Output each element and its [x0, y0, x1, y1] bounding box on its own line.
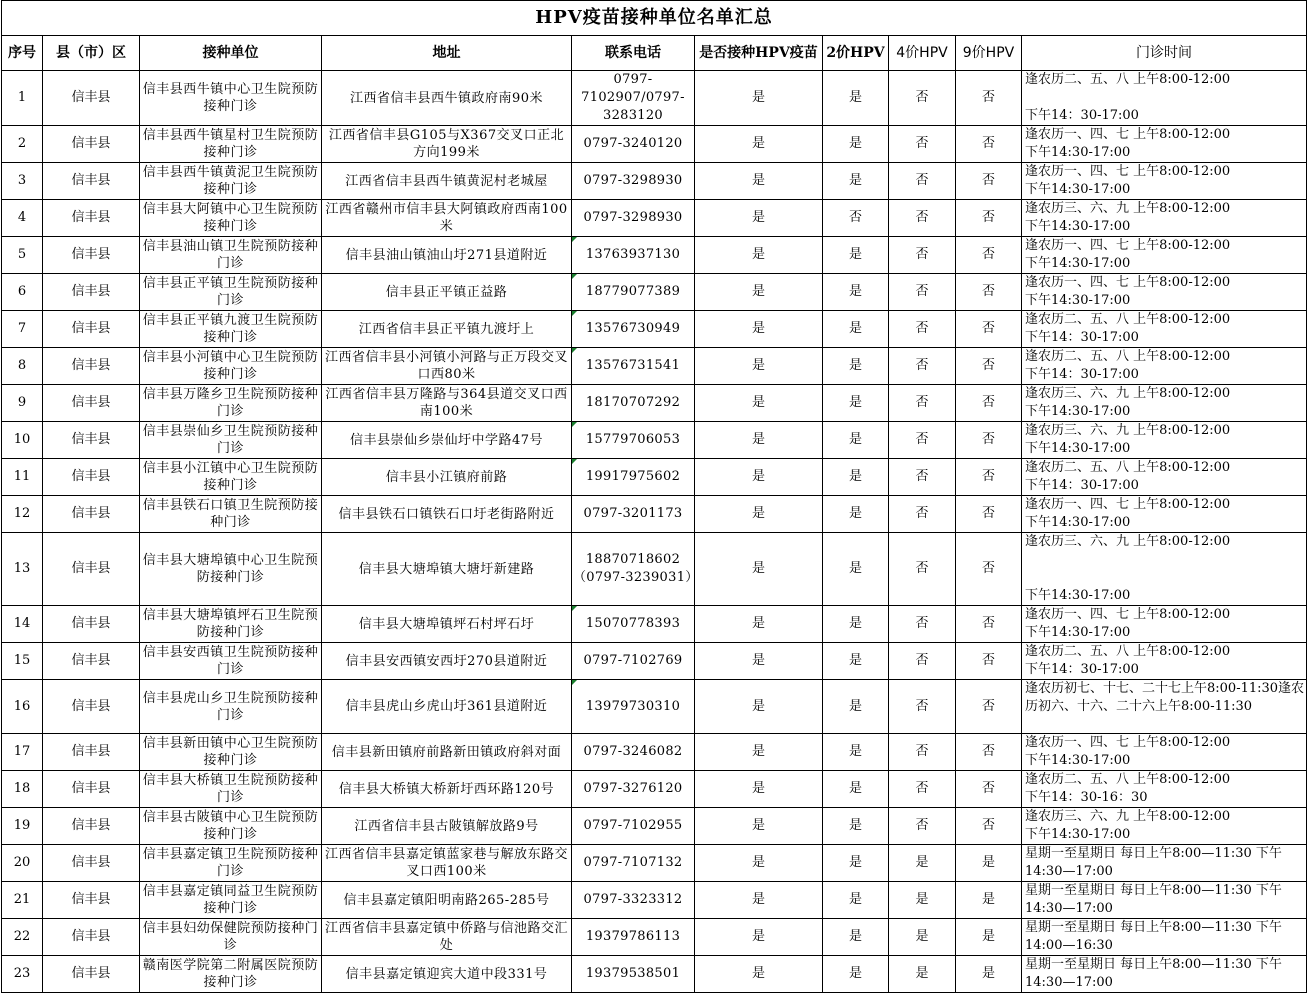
- hours-cell[interactable]: 星期一至星期日 每日上午8:00—11:30 下午14:00—16:30: [1022, 919, 1307, 956]
- hours-cell[interactable]: 逢农历一、四、七 上午8:00-12:00 下午14:30-17:00: [1022, 734, 1307, 771]
- seq-cell[interactable]: 4: [2, 200, 43, 237]
- v2-cell[interactable]: 否: [823, 200, 889, 237]
- unit-cell[interactable]: 信丰县大桥镇卫生院预防接种门诊: [140, 771, 322, 808]
- unit-cell[interactable]: 信丰县崇仙乡卫生院预防接种门诊: [140, 422, 322, 459]
- v4-cell[interactable]: 否: [889, 237, 956, 274]
- hours-cell[interactable]: 逢农历二、五、八 上午8:00-12:00 下午14：30-17:00: [1022, 71, 1307, 126]
- seq-cell[interactable]: 11: [2, 459, 43, 496]
- v2-cell[interactable]: 是: [823, 385, 889, 422]
- header-phone[interactable]: 联系电话: [572, 36, 695, 71]
- address-cell[interactable]: 信丰县铁石口镇铁石口圩老街路附近: [322, 496, 572, 533]
- phone-cell[interactable]: 13763937130: [572, 237, 695, 274]
- table-row: [2, 808, 1307, 845]
- v2-cell[interactable]: 是: [823, 606, 889, 643]
- is-hpv-cell[interactable]: 是: [695, 385, 823, 422]
- v4-cell[interactable]: 否: [889, 533, 956, 606]
- phone-cell[interactable]: 0797-7102907/0797-3283120: [572, 71, 695, 126]
- unit-cell[interactable]: 信丰县西牛镇黄泥卫生院预防接种门诊: [140, 163, 322, 200]
- v4-cell[interactable]: 否: [889, 496, 956, 533]
- is-hpv-cell[interactable]: 是: [695, 680, 823, 734]
- address-cell[interactable]: 信丰县虎山乡虎山圩361县道附近: [322, 680, 572, 734]
- v2-cell[interactable]: 是: [823, 496, 889, 533]
- v2-cell[interactable]: 是: [823, 422, 889, 459]
- phone-cell[interactable]: 0797-3298930: [572, 163, 695, 200]
- table-row: [2, 956, 1307, 993]
- v4-cell[interactable]: 否: [889, 126, 956, 163]
- hours-cell[interactable]: 逢农历二、五、八 上午8:00-12:00 下午14：30-17:00: [1022, 311, 1307, 348]
- is-hpv-cell[interactable]: 是: [695, 348, 823, 385]
- county-cell[interactable]: 信丰县: [43, 643, 140, 680]
- v9-cell[interactable]: 否: [956, 643, 1022, 680]
- v2-cell[interactable]: 是: [823, 237, 889, 274]
- is-hpv-cell[interactable]: 是: [695, 422, 823, 459]
- phone-cell[interactable]: 19379538501: [572, 956, 695, 993]
- v9-cell[interactable]: 否: [956, 422, 1022, 459]
- unit-cell[interactable]: 信丰县小河镇中心卫生院预防接种门诊: [140, 348, 322, 385]
- table-row: [2, 771, 1307, 808]
- seq-cell[interactable]: 10: [2, 422, 43, 459]
- v9-cell[interactable]: 否: [956, 274, 1022, 311]
- seq-cell[interactable]: 13: [2, 533, 43, 606]
- county-cell[interactable]: 信丰县: [43, 956, 140, 993]
- v2-cell[interactable]: 是: [823, 348, 889, 385]
- seq-cell[interactable]: 12: [2, 496, 43, 533]
- table-row: [2, 422, 1307, 459]
- v4-cell[interactable]: 否: [889, 274, 956, 311]
- v9-cell[interactable]: 否: [956, 71, 1022, 126]
- address-cell[interactable]: 江西省信丰县西牛镇政府南90米: [322, 71, 572, 126]
- header-2v[interactable]: 2价HPV: [823, 36, 889, 71]
- is-hpv-cell[interactable]: 是: [695, 882, 823, 919]
- unit-cell[interactable]: 赣南医学院第二附属医院预防接种门诊: [140, 956, 322, 993]
- v9-cell[interactable]: 否: [956, 311, 1022, 348]
- v9-cell[interactable]: 是: [956, 919, 1022, 956]
- address-cell[interactable]: 江西省信丰县古陂镇解放路9号: [322, 808, 572, 845]
- phone-cell[interactable]: 0797-7102955: [572, 808, 695, 845]
- phone-cell[interactable]: 0797-3240120: [572, 126, 695, 163]
- seq-cell[interactable]: 3: [2, 163, 43, 200]
- v4-cell[interactable]: 否: [889, 348, 956, 385]
- is-hpv-cell[interactable]: 是: [695, 919, 823, 956]
- county-cell[interactable]: 信丰县: [43, 274, 140, 311]
- header-9v[interactable]: 9价HPV: [956, 36, 1022, 71]
- seq-cell[interactable]: 5: [2, 237, 43, 274]
- county-cell[interactable]: 信丰县: [43, 459, 140, 496]
- is-hpv-cell[interactable]: 是: [695, 274, 823, 311]
- is-hpv-cell[interactable]: 是: [695, 533, 823, 606]
- v4-cell[interactable]: 是: [889, 845, 956, 882]
- county-cell[interactable]: 信丰县: [43, 385, 140, 422]
- hours-cell[interactable]: 逢农历三、六、九 上午8:00-12:00 下午14:30-17:00: [1022, 533, 1307, 606]
- is-hpv-cell[interactable]: 是: [695, 734, 823, 771]
- v4-cell[interactable]: 否: [889, 606, 956, 643]
- table-row: [2, 680, 1307, 734]
- v4-cell[interactable]: 是: [889, 919, 956, 956]
- table-row: [2, 274, 1307, 311]
- unit-cell[interactable]: 信丰县虎山乡卫生院预防接种门诊: [140, 680, 322, 734]
- county-cell[interactable]: 信丰县: [43, 422, 140, 459]
- hours-cell[interactable]: 星期一至星期日 每日上午8:00—11:30 下午14:30—17:00: [1022, 882, 1307, 919]
- v2-cell[interactable]: 是: [823, 163, 889, 200]
- unit-cell[interactable]: 信丰县新田镇中心卫生院预防接种门诊: [140, 734, 322, 771]
- table-row: [2, 882, 1307, 919]
- phone-cell[interactable]: 0797-3246082: [572, 734, 695, 771]
- seq-cell[interactable]: 6: [2, 274, 43, 311]
- hours-cell[interactable]: 逢农历一、四、七 上午8:00-12:00 下午14:30-17:00: [1022, 163, 1307, 200]
- hours-cell[interactable]: 星期一至星期日 每日上午8:00—11:30 下午14:30—17:00: [1022, 845, 1307, 882]
- table-row: [2, 459, 1307, 496]
- v9-cell[interactable]: 是: [956, 882, 1022, 919]
- hpv-table: [1, 0, 1307, 993]
- v2-cell[interactable]: 是: [823, 274, 889, 311]
- unit-cell[interactable]: 信丰县正平镇九渡卫生院预防接种门诊: [140, 311, 322, 348]
- address-cell[interactable]: 信丰县大塘埠镇坪石村坪石圩: [322, 606, 572, 643]
- unit-cell[interactable]: 信丰县古陂镇中心卫生院预防接种门诊: [140, 808, 322, 845]
- v4-cell[interactable]: 否: [889, 459, 956, 496]
- unit-cell[interactable]: 信丰县小江镇中心卫生院预防接种门诊: [140, 459, 322, 496]
- v9-cell[interactable]: 是: [956, 956, 1022, 993]
- county-cell[interactable]: 信丰县: [43, 533, 140, 606]
- address-cell[interactable]: 信丰县崇仙乡崇仙圩中学路47号: [322, 422, 572, 459]
- header-row: [2, 36, 1307, 71]
- county-cell[interactable]: 信丰县: [43, 163, 140, 200]
- v2-cell[interactable]: 是: [823, 459, 889, 496]
- is-hpv-cell[interactable]: 是: [695, 237, 823, 274]
- v9-cell[interactable]: 否: [956, 606, 1022, 643]
- phone-cell[interactable]: 18870718602（0797-3239031）: [572, 533, 695, 606]
- hours-cell[interactable]: 逢农历二、五、八 上午8:00-12:00 下午14：30-16：30: [1022, 771, 1307, 808]
- header-hours[interactable]: 门诊时间: [1022, 36, 1307, 71]
- address-cell[interactable]: 信丰县嘉定镇阳明南路265-285号: [322, 882, 572, 919]
- v4-cell[interactable]: 否: [889, 163, 956, 200]
- v2-cell[interactable]: 是: [823, 919, 889, 956]
- hours-cell[interactable]: 逢农历初七、十七、二十七上午8:00-11:30逢农历初六、十六、二十六上午8:00-11:30: [1022, 680, 1307, 734]
- hours-cell[interactable]: 逢农历一、四、七 上午8:00-12:00 下午14:30-17:00: [1022, 126, 1307, 163]
- hours-cell[interactable]: 逢农历三、六、九 上午8:00-12:00 下午14:30-17:00: [1022, 422, 1307, 459]
- table-row: [2, 533, 1307, 606]
- is-hpv-cell[interactable]: 是: [695, 771, 823, 808]
- unit-cell[interactable]: 信丰县大塘埠镇坪石卫生院预防接种门诊: [140, 606, 322, 643]
- county-cell[interactable]: 信丰县: [43, 734, 140, 771]
- table-row: [2, 311, 1307, 348]
- hours-cell[interactable]: 逢农历二、五、八 上午8:00-12:00 下午14：30-17:00: [1022, 459, 1307, 496]
- address-cell[interactable]: 信丰县新田镇府前路新田镇政府斜对面: [322, 734, 572, 771]
- v4-cell[interactable]: 否: [889, 385, 956, 422]
- header-is-hpv[interactable]: 是否接种HPV疫苗: [695, 36, 823, 71]
- v9-cell[interactable]: 否: [956, 348, 1022, 385]
- address-cell[interactable]: 江西省信丰县小河镇小河路与正万段交叉口西80米: [322, 348, 572, 385]
- v2-cell[interactable]: 是: [823, 956, 889, 993]
- county-cell[interactable]: 信丰县: [43, 882, 140, 919]
- address-cell[interactable]: 信丰县嘉定镇迎宾大道中段331号: [322, 956, 572, 993]
- address-cell[interactable]: 江西省信丰县G105与X367交叉口正北方向199米: [322, 126, 572, 163]
- phone-cell[interactable]: 15779706053: [572, 422, 695, 459]
- unit-cell[interactable]: 信丰县嘉定镇卫生院预防接种门诊: [140, 845, 322, 882]
- seq-cell[interactable]: 18: [2, 771, 43, 808]
- is-hpv-cell[interactable]: 是: [695, 459, 823, 496]
- phone-cell[interactable]: 0797-7102769: [572, 643, 695, 680]
- hours-cell[interactable]: 逢农历二、五、八 上午8:00-12:00 下午14：30-17:00: [1022, 643, 1307, 680]
- v9-cell[interactable]: 否: [956, 533, 1022, 606]
- is-hpv-cell[interactable]: 是: [695, 808, 823, 845]
- table-title[interactable]: HPV疫苗接种单位名单汇总: [2, 1, 1307, 36]
- address-cell[interactable]: 信丰县安西镇安西圩270县道附近: [322, 643, 572, 680]
- seq-cell[interactable]: 2: [2, 126, 43, 163]
- table-row: [2, 348, 1307, 385]
- header-4v[interactable]: 4价HPV: [889, 36, 956, 71]
- is-hpv-cell[interactable]: 是: [695, 643, 823, 680]
- v2-cell[interactable]: 是: [823, 533, 889, 606]
- hours-cell[interactable]: 逢农历三、六、九 上午8:00-12:00 下午14:30-17:00: [1022, 200, 1307, 237]
- v4-cell[interactable]: 是: [889, 882, 956, 919]
- county-cell[interactable]: 信丰县: [43, 919, 140, 956]
- address-cell[interactable]: 江西省信丰县嘉定镇蓝家巷与解放东路交叉口西100米: [322, 845, 572, 882]
- v9-cell[interactable]: 否: [956, 771, 1022, 808]
- seq-cell[interactable]: 14: [2, 606, 43, 643]
- address-cell[interactable]: 信丰县大塘埠镇大塘圩新建路: [322, 533, 572, 606]
- v2-cell[interactable]: 是: [823, 680, 889, 734]
- v4-cell[interactable]: 否: [889, 643, 956, 680]
- address-cell[interactable]: 信丰县正平镇正益路: [322, 274, 572, 311]
- v4-cell[interactable]: 否: [889, 771, 956, 808]
- is-hpv-cell[interactable]: 是: [695, 71, 823, 126]
- v9-cell[interactable]: 否: [956, 680, 1022, 734]
- phone-cell[interactable]: 15070778393: [572, 606, 695, 643]
- hours-cell[interactable]: 逢农历一、四、七 上午8:00-12:00 下午14:30-17:00: [1022, 496, 1307, 533]
- v4-cell[interactable]: 否: [889, 311, 956, 348]
- seq-cell[interactable]: 16: [2, 680, 43, 734]
- county-cell[interactable]: 信丰县: [43, 311, 140, 348]
- hours-cell[interactable]: 逢农历一、四、七 上午8:00-12:00 下午14:30-17:00: [1022, 274, 1307, 311]
- address-cell[interactable]: 江西省信丰县嘉定镇中侨路与信池路交汇处: [322, 919, 572, 956]
- address-cell[interactable]: 江西省信丰县正平镇九渡圩上: [322, 311, 572, 348]
- phone-cell[interactable]: 13576731541: [572, 348, 695, 385]
- v9-cell[interactable]: 否: [956, 808, 1022, 845]
- table-row: [2, 496, 1307, 533]
- address-cell[interactable]: 信丰县大桥镇大桥新圩西环路120号: [322, 771, 572, 808]
- seq-cell[interactable]: 17: [2, 734, 43, 771]
- phone-cell[interactable]: 0797-3323312: [572, 882, 695, 919]
- hours-cell[interactable]: 逢农历三、六、九 上午8:00-12:00 下午14:30-17:00: [1022, 385, 1307, 422]
- v4-cell[interactable]: 是: [889, 956, 956, 993]
- address-cell[interactable]: 江西省赣州市信丰县大阿镇政府西南100米: [322, 200, 572, 237]
- seq-cell[interactable]: 22: [2, 919, 43, 956]
- is-hpv-cell[interactable]: 是: [695, 311, 823, 348]
- header-address[interactable]: 地址: [322, 36, 572, 71]
- v9-cell[interactable]: 否: [956, 385, 1022, 422]
- hours-cell[interactable]: 逢农历一、四、七 上午8:00-12:00 下午14:30-17:00: [1022, 606, 1307, 643]
- seq-cell[interactable]: 23: [2, 956, 43, 993]
- is-hpv-cell[interactable]: 是: [695, 126, 823, 163]
- v9-cell[interactable]: 否: [956, 200, 1022, 237]
- address-cell[interactable]: 江西省信丰县万隆路与364县道交叉口西南100米: [322, 385, 572, 422]
- table-row: [2, 71, 1307, 126]
- v9-cell[interactable]: 否: [956, 237, 1022, 274]
- address-cell[interactable]: 信丰县油山镇油山圩271县道附近: [322, 237, 572, 274]
- header-unit[interactable]: 接种单位: [140, 36, 322, 71]
- unit-cell[interactable]: 信丰县铁石口镇卫生院预防接种门诊: [140, 496, 322, 533]
- seq-cell[interactable]: 9: [2, 385, 43, 422]
- v4-cell[interactable]: 否: [889, 734, 956, 771]
- table-row: [2, 385, 1307, 422]
- hours-cell[interactable]: 星期一至星期日 每日上午8:00—11:30 下午14:30—17:00: [1022, 956, 1307, 993]
- phone-cell[interactable]: 0797-3201173: [572, 496, 695, 533]
- county-cell[interactable]: 信丰县: [43, 808, 140, 845]
- seq-cell[interactable]: 1: [2, 71, 43, 126]
- seq-cell[interactable]: 21: [2, 882, 43, 919]
- table-row: [2, 126, 1307, 163]
- county-cell[interactable]: 信丰县: [43, 71, 140, 126]
- v4-cell[interactable]: 否: [889, 680, 956, 734]
- table-row: [2, 200, 1307, 237]
- seq-cell[interactable]: 7: [2, 311, 43, 348]
- county-cell[interactable]: 信丰县: [43, 496, 140, 533]
- table-row: [2, 643, 1307, 680]
- seq-cell[interactable]: 8: [2, 348, 43, 385]
- phone-cell[interactable]: 18170707292: [572, 385, 695, 422]
- table-row: [2, 606, 1307, 643]
- county-cell[interactable]: 信丰县: [43, 200, 140, 237]
- phone-cell[interactable]: 13979730310: [572, 680, 695, 734]
- phone-cell[interactable]: 18779077389: [572, 274, 695, 311]
- county-cell[interactable]: 信丰县: [43, 845, 140, 882]
- phone-cell[interactable]: 19379786113: [572, 919, 695, 956]
- unit-cell[interactable]: 信丰县嘉定镇同益卫生院预防接种门诊: [140, 882, 322, 919]
- county-cell[interactable]: 信丰县: [43, 606, 140, 643]
- is-hpv-cell[interactable]: 是: [695, 845, 823, 882]
- unit-cell[interactable]: 信丰县西牛镇星村卫生院预防接种门诊: [140, 126, 322, 163]
- v2-cell[interactable]: 是: [823, 882, 889, 919]
- unit-cell[interactable]: 信丰县安西镇卫生院预防接种门诊: [140, 643, 322, 680]
- phone-cell[interactable]: 19917975602: [572, 459, 695, 496]
- v9-cell[interactable]: 否: [956, 163, 1022, 200]
- county-cell[interactable]: 信丰县: [43, 126, 140, 163]
- seq-cell[interactable]: 15: [2, 643, 43, 680]
- v2-cell[interactable]: 是: [823, 808, 889, 845]
- county-cell[interactable]: 信丰县: [43, 680, 140, 734]
- table-row: [2, 845, 1307, 882]
- table-row: [2, 919, 1307, 956]
- county-cell[interactable]: 信丰县: [43, 237, 140, 274]
- county-cell[interactable]: 信丰县: [43, 348, 140, 385]
- phone-cell[interactable]: 0797-3298930: [572, 200, 695, 237]
- v9-cell[interactable]: 否: [956, 496, 1022, 533]
- v2-cell[interactable]: 是: [823, 845, 889, 882]
- hours-cell[interactable]: 逢农历一、四、七 上午8:00-12:00 下午14:30-17:00: [1022, 237, 1307, 274]
- unit-cell[interactable]: 信丰县妇幼保健院预防接种门诊: [140, 919, 322, 956]
- unit-cell[interactable]: 信丰县西牛镇中心卫生院预防接种门诊: [140, 71, 322, 126]
- unit-cell[interactable]: 信丰县正平镇卫生院预防接种门诊: [140, 274, 322, 311]
- v4-cell[interactable]: 否: [889, 422, 956, 459]
- v2-cell[interactable]: 是: [823, 311, 889, 348]
- hours-cell[interactable]: 逢农历二、五、八 上午8:00-12:00 下午14：30-17:00: [1022, 348, 1307, 385]
- v4-cell[interactable]: 否: [889, 71, 956, 126]
- v4-cell[interactable]: 否: [889, 808, 956, 845]
- is-hpv-cell[interactable]: 是: [695, 200, 823, 237]
- table-row: [2, 734, 1307, 771]
- phone-cell[interactable]: 13576730949: [572, 311, 695, 348]
- table-row: [2, 163, 1307, 200]
- v9-cell[interactable]: 是: [956, 845, 1022, 882]
- unit-cell[interactable]: 信丰县大塘埠镇中心卫生院预防接种门诊: [140, 533, 322, 606]
- unit-cell[interactable]: 信丰县万隆乡卫生院预防接种门诊: [140, 385, 322, 422]
- seq-cell[interactable]: 19: [2, 808, 43, 845]
- is-hpv-cell[interactable]: 是: [695, 956, 823, 993]
- unit-cell[interactable]: 信丰县油山镇卫生院预防接种门诊: [140, 237, 322, 274]
- county-cell[interactable]: 信丰县: [43, 771, 140, 808]
- is-hpv-cell[interactable]: 是: [695, 163, 823, 200]
- v9-cell[interactable]: 否: [956, 126, 1022, 163]
- phone-cell[interactable]: 0797-3276120: [572, 771, 695, 808]
- v2-cell[interactable]: 是: [823, 643, 889, 680]
- header-seq[interactable]: 序号: [2, 36, 43, 71]
- hours-cell[interactable]: 逢农历三、六、九 上午8:00-12:00 下午14:30-17:00: [1022, 808, 1307, 845]
- seq-cell[interactable]: 20: [2, 845, 43, 882]
- v2-cell[interactable]: 是: [823, 771, 889, 808]
- is-hpv-cell[interactable]: 是: [695, 606, 823, 643]
- address-cell[interactable]: 江西省信丰县西牛镇黄泥村老城屋: [322, 163, 572, 200]
- table-row: [2, 237, 1307, 274]
- v9-cell[interactable]: 否: [956, 459, 1022, 496]
- v2-cell[interactable]: 是: [823, 71, 889, 126]
- v2-cell[interactable]: 是: [823, 734, 889, 771]
- is-hpv-cell[interactable]: 是: [695, 496, 823, 533]
- header-county[interactable]: 县（市）区: [43, 36, 140, 71]
- phone-cell[interactable]: 0797-7107132: [572, 845, 695, 882]
- v9-cell[interactable]: 否: [956, 734, 1022, 771]
- v2-cell[interactable]: 是: [823, 126, 889, 163]
- unit-cell[interactable]: 信丰县大阿镇中心卫生院预防接种门诊: [140, 200, 322, 237]
- address-cell[interactable]: 信丰县小江镇府前路: [322, 459, 572, 496]
- v4-cell[interactable]: 否: [889, 200, 956, 237]
